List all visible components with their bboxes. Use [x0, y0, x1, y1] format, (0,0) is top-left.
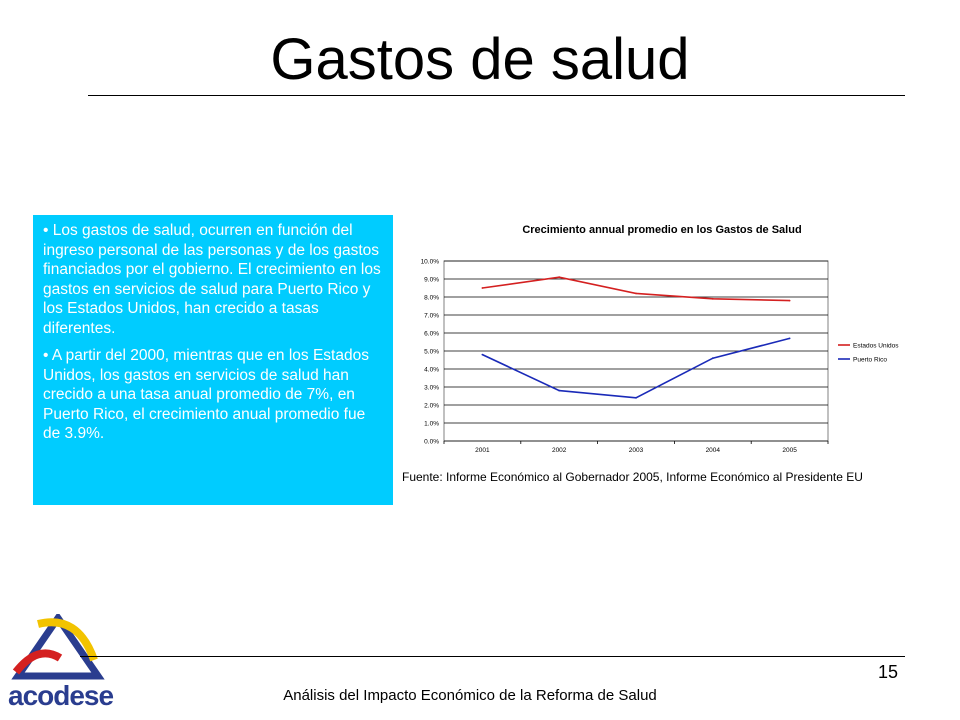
bullet-box — [33, 215, 393, 505]
logo-icon — [8, 614, 108, 684]
y-tick-label: 0.0% — [424, 438, 439, 446]
y-tick-label: 1.0% — [424, 420, 439, 428]
data-point — [558, 276, 560, 278]
x-tick-label: 2003 — [628, 447, 644, 454]
x-tick-label: 2004 — [705, 447, 721, 454]
chart-svg — [398, 214, 918, 464]
y-tick-label: 4.0% — [424, 366, 439, 374]
y-tick-label: 10.0% — [420, 258, 439, 266]
y-tick-label: 3.0% — [424, 384, 439, 392]
data-point — [635, 397, 637, 399]
title-divider — [88, 95, 905, 96]
legend-label: Estados Unidos — [853, 342, 899, 350]
x-tick-label: 2002 — [551, 447, 567, 454]
data-point — [482, 287, 484, 289]
source-note: Fuente: Informe Económico al Gobernador 2005, Informe Económico al Presidente EU — [402, 470, 863, 484]
y-tick-label: 2.0% — [424, 402, 439, 410]
acodese-logo — [8, 614, 114, 720]
data-point — [712, 298, 714, 300]
data-point — [635, 293, 637, 295]
bullet-2: • A partir del 2000, mientras que en los Estados Unidos, los gastos en servicios de salud han crecido a una tasa anual promedio de 7%, en Puerto Rico, el crecimiento anual promedio fue de 3.9%. — [43, 347, 369, 442]
footer-text: Análisis del Impacto Económico de la Reforma de Salud — [283, 687, 657, 704]
legend-label: Puerto Rico — [853, 356, 887, 364]
data-point — [712, 357, 714, 359]
page-number: 15 — [878, 662, 899, 682]
data-point — [558, 390, 560, 392]
data-point — [789, 338, 791, 340]
x-tick-label: 2001 — [475, 447, 490, 454]
chart — [398, 214, 918, 464]
y-tick-label: 5.0% — [424, 348, 439, 356]
footer-divider — [80, 656, 905, 657]
logo-red-arc-icon — [16, 653, 60, 672]
y-tick-label: 8.0% — [424, 294, 439, 302]
y-tick-label: 9.0% — [424, 276, 439, 284]
y-tick-label: 6.0% — [424, 330, 439, 338]
x-tick-label: 2005 — [782, 447, 797, 454]
data-point — [482, 354, 484, 356]
data-point — [789, 300, 791, 302]
logo-text: acodese — [8, 680, 114, 711]
y-tick-label: 7.0% — [424, 312, 439, 320]
chart-title: Crecimiento annual promedio en los Gastos de Salud — [522, 224, 802, 236]
slide-title: Gastos de salud — [270, 27, 690, 92]
bullet-1: • Los gastos de salud, ocurren en función del ingreso personal de las personas y de los gastos financiados por el gobierno. El crecimiento en los gastos en servicios de salud para Puerto Rico y los Estados Unidos, han crecido a tasas diferentes. — [43, 222, 381, 337]
